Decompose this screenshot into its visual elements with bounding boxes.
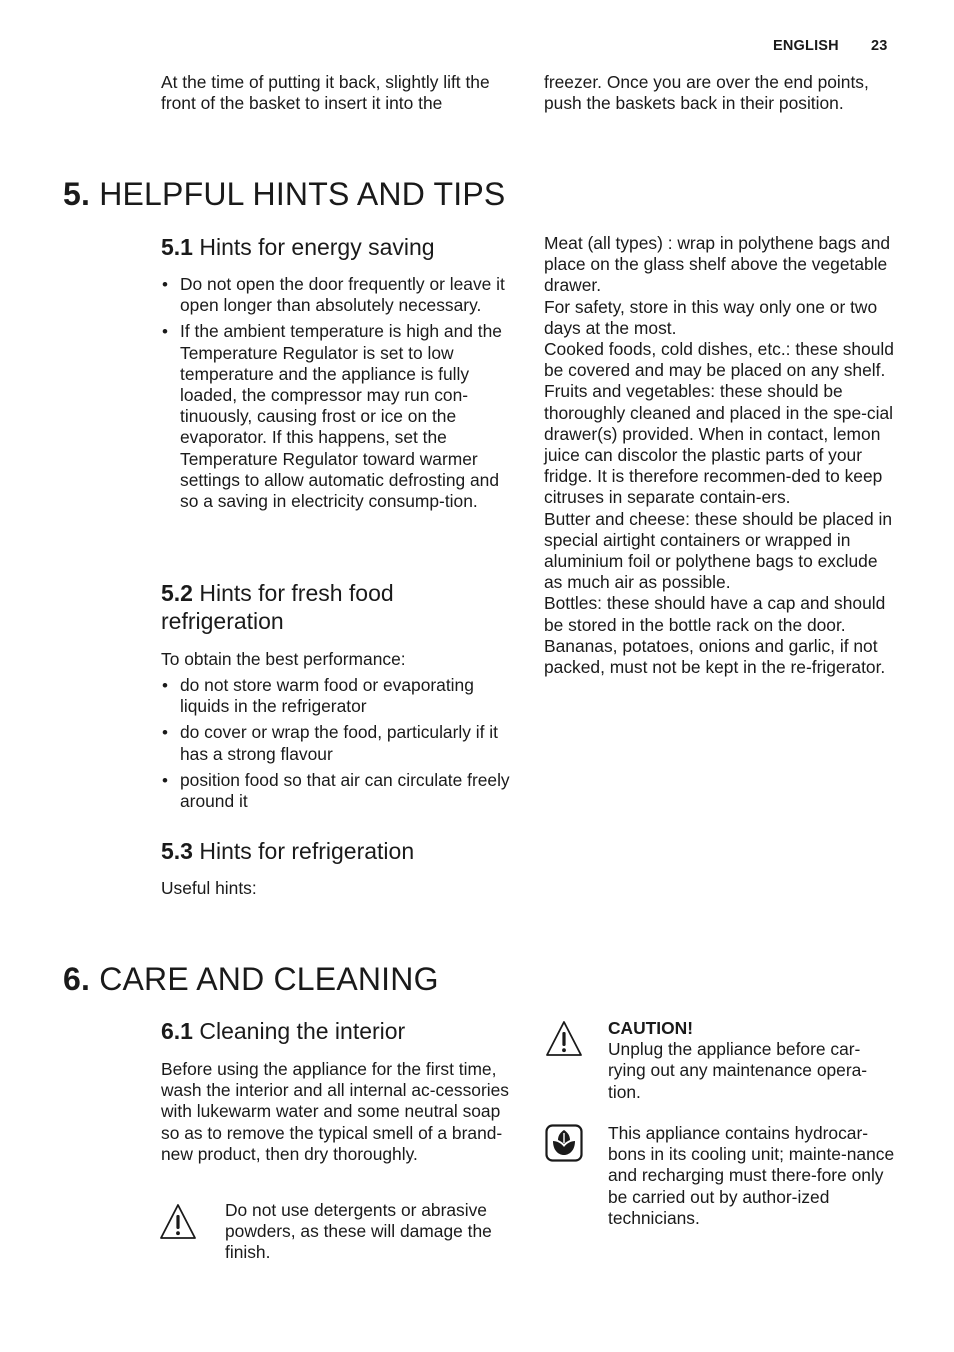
fresh-food-intro: To obtain the best performance: [161,649,406,669]
intro-right-text: freezer. Once you are over the end points, push the baskets back in their position. [544,72,869,114]
bullet-icon: • [162,275,168,294]
section-5-title: HELPFUL HINTS AND TIPS [99,176,506,212]
subsection-5-3-number: 5.3 [161,838,193,864]
abrasive-warning-text: Do not use detergents or abrasive powders, as these will damage the finish. [225,1200,492,1263]
environment-note-text: This appliance contains hydrocar-bons in its cooling unit; mainte-nance and recharging must there-fore only be carried out by author-ized technicians. [608,1123,895,1228]
warning-triangle-icon [159,1203,197,1246]
subsection-5-1-title: Hints for energy saving [199,234,435,260]
list-item: • do not store warm food or evaporating liquids in the refrigerator [162,675,474,717]
section-6-heading [63,961,439,998]
cleaning-interior-text: Before using the appliance for the first time, wash the interior and all internal ac-cessories with lukewarm water and some neutral soap so as to remove the typical smell of a brand-new product, then dry thoroughly. [161,1059,509,1164]
bullet-icon: • [162,723,168,743]
subsection-5-1-number: 5.1 [161,234,193,260]
subsection-6-1-number: 6.1 [161,1018,193,1044]
refrigeration-intro: Useful hints: [161,878,257,898]
list-item: • position food so that air can circulate freely around it [162,769,510,812]
hint-bananas: Bananas, potatoes, onions and garlic, if not packed, must not be kept in the re-frigerator. [544,635,886,678]
subsection-6-1-heading [161,1017,513,1045]
list-item: • If the ambient temperature is high and the Temperature Regulator is set to low temperature and the appliance is fully loaded, the compressor may run con-tinuously, causing frost or ice on the evaporator. If this happens, set the Temperature Regulator toward warmer settings to allow automatic defrosting and so a saving in electricity consump-tion. [162,321,502,512]
section-5-number: 5. [63,176,91,212]
refrigeration-hints [544,233,899,678]
section-6-title: CARE AND CLEANING [99,961,439,997]
intro-left-text: At the time of putting it back, slightly lift the front of the basket to insert it into the [161,72,490,114]
caution-block [608,1018,898,1103]
subsection-6-1-title: Cleaning the interior [199,1018,406,1044]
hint-cooked-foods: Cooked foods, cold dishes, etc.: these should be covered and may be placed on any shelf. [544,339,894,381]
subsection-5-2-heading [161,579,513,635]
energy-saving-list [161,274,513,517]
subsection-5-3-heading [161,837,513,865]
list-item: • do cover or wrap the food, particularly if it has a strong flavour [162,722,499,764]
caution-warning-icon [545,1020,583,1063]
hint-bottles: Bottles: these should have a cap and should be stored in the bottle rack on the door. [544,593,886,635]
hint-safety: For safety, store in this way only one or two days at the most. [544,296,878,338]
header-language: ENGLISH [773,38,839,54]
bullet-icon: • [162,676,168,695]
environment-plant-icon [545,1124,583,1167]
hint-butter-cheese: Butter and cheese: these should be placed in special airtight containers or wrapped in aluminium foil or polythene bags to exclude as much air as possible. [544,508,893,593]
caution-title: CAUTION! [608,1018,694,1038]
section-5-heading [63,176,505,213]
hint-fruits-vegetables: Fruits and vegetables: these should be thoroughly cleaned and placed in the spe-cial drawer(s) provided. When in contact, lemon juice can discolor the plastic parts of your fridge. It is therefore recommen-ded to keep citruses in separate contain-ers. [544,381,894,508]
bullet-icon: • [162,322,168,342]
page-number: 23 [871,38,888,54]
fresh-food-list [161,675,513,817]
hint-meat: Meat (all types) : wrap in polythene bags and place on the glass shelf above the vegetable drawer. [544,233,891,296]
subsection-5-1-heading [161,233,513,261]
caution-text: Unplug the appliance before car-rying out any maintenance opera-tion. [608,1039,868,1102]
subsection-5-3-title: Hints for refrigeration [199,838,415,864]
section-6-number: 6. [63,961,91,997]
subsection-5-2-title: Hints for fresh food refrigeration [161,580,394,634]
subsection-5-2-number: 5.2 [161,580,193,606]
bullet-icon: • [162,770,168,790]
list-item: • Do not open the door frequently or leave it open longer than absolutely necessary. [162,274,505,316]
